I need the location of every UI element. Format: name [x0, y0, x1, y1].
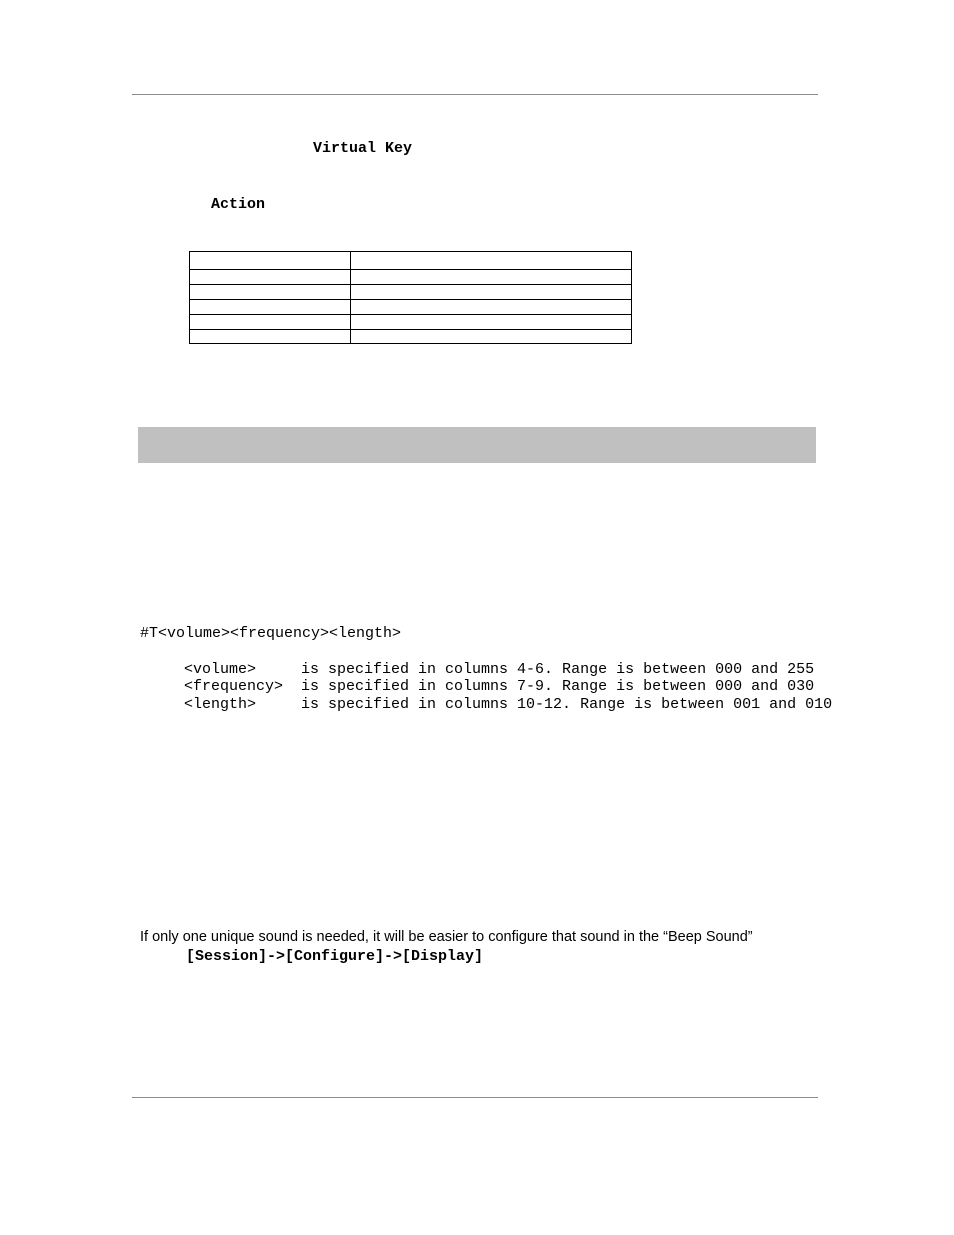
key-action-table	[189, 251, 632, 344]
table-cell	[190, 300, 351, 315]
syntax-param-volume: <volume> is specified in columns 4-6. Range is between 000 and 255	[184, 661, 815, 678]
table-cell	[351, 330, 632, 344]
section-banner	[138, 427, 816, 463]
table-cell	[190, 270, 351, 285]
action-label: Action	[211, 196, 266, 213]
virtual-key-label: Virtual Key	[313, 140, 413, 157]
syntax-param-length: <length> is specified in columns 10-12. Range is between 001 and 010	[184, 696, 833, 713]
table-cell	[190, 330, 351, 344]
table-row	[190, 315, 632, 330]
table-cell	[351, 252, 632, 270]
top-rule	[132, 94, 818, 95]
table-cell	[190, 285, 351, 300]
table-cell	[351, 270, 632, 285]
syntax-param-frequency: <frequency> is specified in columns 7-9. Range is between 000 and 030	[184, 678, 815, 695]
table-cell	[190, 315, 351, 330]
table-row	[190, 330, 632, 344]
table-cell	[190, 252, 351, 270]
menu-path: [Session]->[Configure]->[Display]	[186, 948, 484, 965]
table-cell	[351, 300, 632, 315]
syntax-command: #T<volume><frequency><length>	[140, 625, 402, 642]
table-row	[190, 270, 632, 285]
bottom-rule	[132, 1097, 818, 1098]
table-row	[190, 285, 632, 300]
table-cell	[351, 315, 632, 330]
table-row	[190, 252, 632, 270]
table-row	[190, 300, 632, 315]
beep-sound-note: If only one unique sound is needed, it will be easier to configure that sound in the “Beep Sound”	[140, 929, 753, 945]
table-cell	[351, 285, 632, 300]
